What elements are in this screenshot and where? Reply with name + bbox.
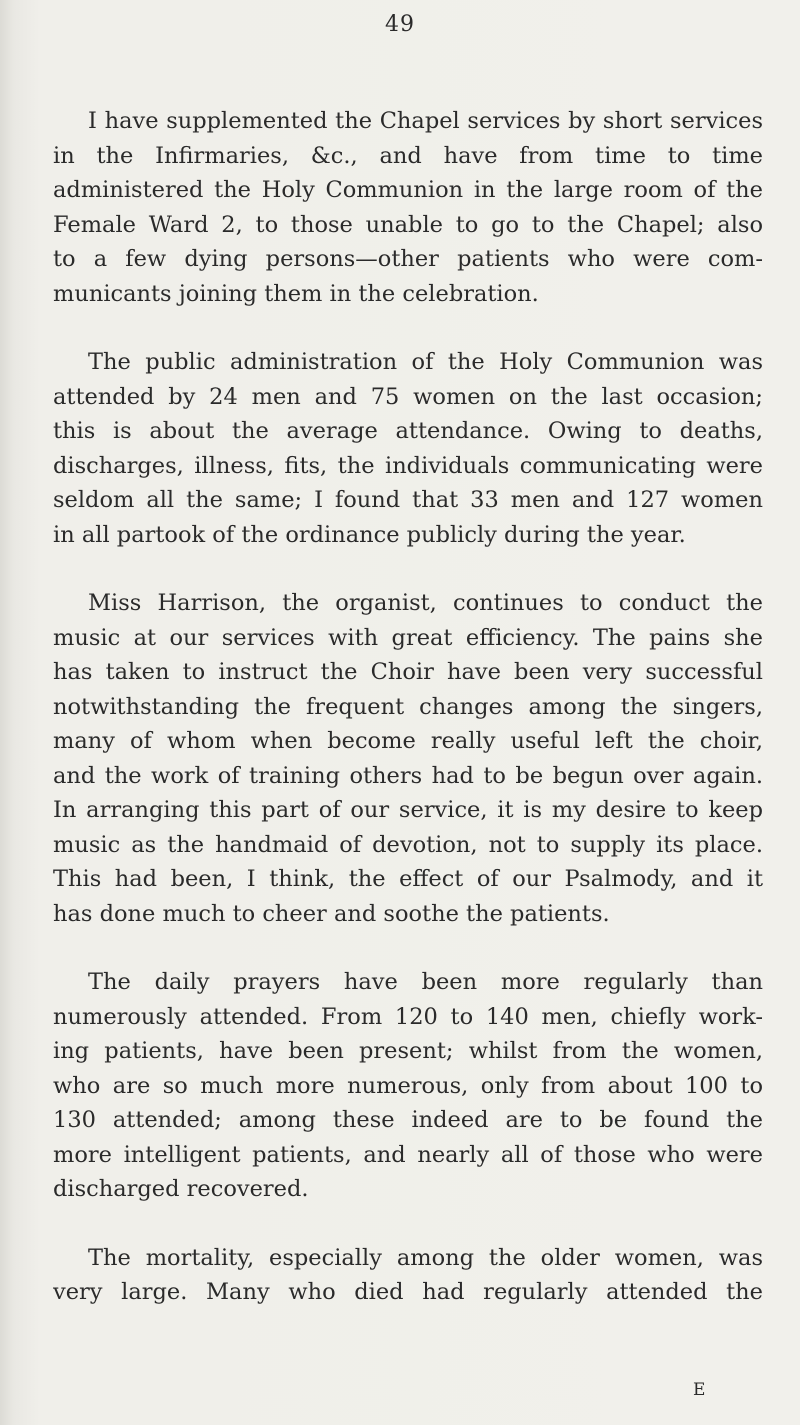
text-line: Female Ward 2, to those unable to go to the Chapel; also bbox=[53, 211, 763, 238]
text-line: in the Infirmaries, &c., and have from time to time bbox=[53, 142, 763, 169]
text-line: The public administration of the Holy Communion was bbox=[88, 349, 763, 375]
text-line: The daily prayers have been more regularly than bbox=[88, 969, 763, 995]
text-line: in all partook of the ordinance publicly during the year. bbox=[53, 521, 686, 548]
text-line: this is about the average attendance. Owing to deaths, bbox=[53, 418, 763, 444]
text-line: discharges, illness, fits, the individuals communicating were bbox=[53, 452, 763, 479]
text-line: notwithstanding the frequent changes among the singers, bbox=[53, 693, 763, 720]
paragraph-holy-communion bbox=[53, 345, 763, 552]
text-line: Miss Harrison, the organist, continues to conduct the bbox=[88, 590, 763, 616]
text-line: The mortality, especially among the older women, was bbox=[88, 1244, 763, 1271]
paragraph-mortality bbox=[53, 1241, 763, 1310]
text-line: numerously attended. From 120 to 140 men, chiefly work- bbox=[53, 1003, 763, 1030]
text-line: many of whom when become really useful left the choir, bbox=[53, 728, 763, 754]
text-line: to a few dying persons—other patients who were com- bbox=[53, 246, 763, 272]
text-line: 130 attended; among these indeed are to be found the bbox=[53, 1107, 763, 1133]
text-line: This had been, I think, the effect of our Psalmody, and it bbox=[53, 866, 763, 892]
text-line: seldom all the same; I found that 33 men and 127 women bbox=[53, 487, 763, 513]
page-number: 49 bbox=[385, 12, 415, 37]
text-line: who are so much more numerous, only from about 100 to bbox=[53, 1072, 763, 1099]
paragraph-organist bbox=[53, 586, 763, 931]
text-line: has done much to cheer and soothe the patients. bbox=[53, 900, 610, 927]
text-line: attended by 24 men and 75 women on the last occasion; bbox=[53, 383, 763, 410]
body-text bbox=[53, 104, 763, 1344]
text-line: administered the Holy Communion in the large room of the bbox=[53, 177, 763, 203]
text-line: discharged recovered. bbox=[53, 1176, 309, 1202]
signature-mark: E bbox=[693, 1380, 706, 1400]
text-line: music as the handmaid of devotion, not to supply its place. bbox=[53, 831, 763, 858]
text-line: municants joining them in the celebration. bbox=[53, 280, 539, 307]
text-line: and the work of training others had to be begun over again. bbox=[53, 762, 763, 789]
text-line: I have supplemented the Chapel services by short services bbox=[88, 108, 763, 134]
text-line: In arranging this part of our service, it is my desire to keep bbox=[53, 797, 763, 823]
text-line: music at our services with great efficiency. The pains she bbox=[53, 624, 763, 651]
text-line: more intelligent patients, and nearly all of those who were bbox=[53, 1141, 763, 1168]
text-line: ing patients, have been present; whilst from the women, bbox=[53, 1038, 763, 1064]
paragraph-chapel-services bbox=[53, 104, 763, 311]
text-line: very large. Many who died had regularly attended the bbox=[53, 1279, 763, 1305]
paragraph-daily-prayers bbox=[53, 965, 763, 1207]
text-line: has taken to instruct the Choir have been very successful bbox=[53, 659, 763, 685]
